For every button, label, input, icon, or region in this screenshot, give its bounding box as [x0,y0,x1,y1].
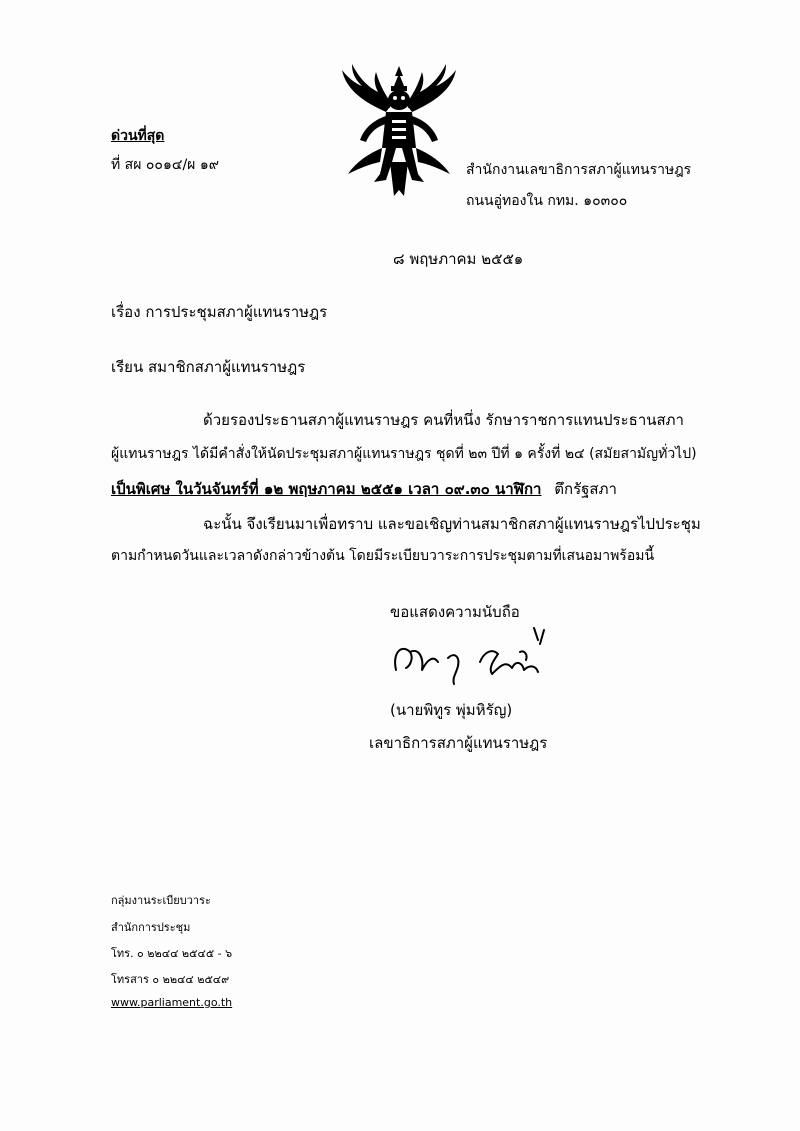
footer-fax: โทรสาร ๐ ๒๒๔๔ ๒๕๔๙ [111,973,230,986]
signer-title: เลขาธิการสภาผู้แทนราษฎร [369,734,548,752]
subject-line [111,300,327,324]
footer-office: สำนักการประชุม [111,921,191,934]
body-paragraph-1-line-1: ด้วยรองประธานสภาผู้แทนราษฎร คนที่หนึ่ง รักษาราชการแทนประธานสภา [203,411,684,429]
office-name: สำนักงานเลขาธิการสภาผู้แทนราษฎร [466,162,692,178]
closing-salutation: ขอแสดงความนับถือ [390,603,520,621]
recipient-line [111,355,305,379]
subject-label: เรื่อง [111,303,141,321]
meeting-date-emphasis: เป็นพิเศษ ในวันจันทร์ที่ ๑๒ พฤษภาคม ๒๕๕๑ เวลา ๐๙.๓๐ นาฬิกา [111,480,542,498]
signer-name: (นายพิทูร พุ่มหิรัญ) [390,701,513,719]
handwritten-signature [388,622,558,697]
recipient-label: เรียน [111,358,144,376]
body-paragraph-1-line-2: ผู้แทนราษฎร ได้มีคำสั่งให้นัดประชุมสภาผู้แทนราษฎร ชุดที่ ๒๓ ปีที่ ๑ ครั้งที่ ๒๔ (สมัยสามัญทั่วไป) [111,446,697,462]
footer-department: กลุ่มงานระเบียบวาระ [111,894,211,907]
garuda-emblem-icon [334,62,464,202]
body-paragraph-1-line-3 [111,477,617,501]
office-address: ถนนอู่ทองใน กทม. ๑๐๓๐๐ [466,193,628,209]
meeting-venue: ตึกรัฐสภา [554,480,617,498]
footer-website-link[interactable]: www.parliament.go.th [111,996,233,1009]
reference-number: ที่ สผ ๐๐๑๔/ผ ๑๙ [111,157,219,173]
letter-date: ๘ พฤษภาคม ๒๕๕๑ [393,250,524,268]
subject-text: การประชุมสภาผู้แทนราษฎร [145,303,328,321]
recipient-text: สมาชิกสภาผู้แทนราษฎร [148,358,306,376]
body-paragraph-2-line-1: ฉะนั้น จึงเรียนมาเพื่อทราบ และขอเชิญท่านสมาชิกสภาผู้แทนราษฎรไปประชุม [203,515,701,533]
footer-phone: โทร. ๐ ๒๒๔๔ ๒๕๔๕ - ๖ [111,947,233,960]
urgency-label: ด่วนที่สุด [111,128,165,144]
body-paragraph-2-line-2: ตามกำหนดวันและเวลาดังกล่าวข้างต้น โดยมีระเบียบวาระการประชุมตามที่เสนอมาพร้อมนี้ [111,548,655,564]
